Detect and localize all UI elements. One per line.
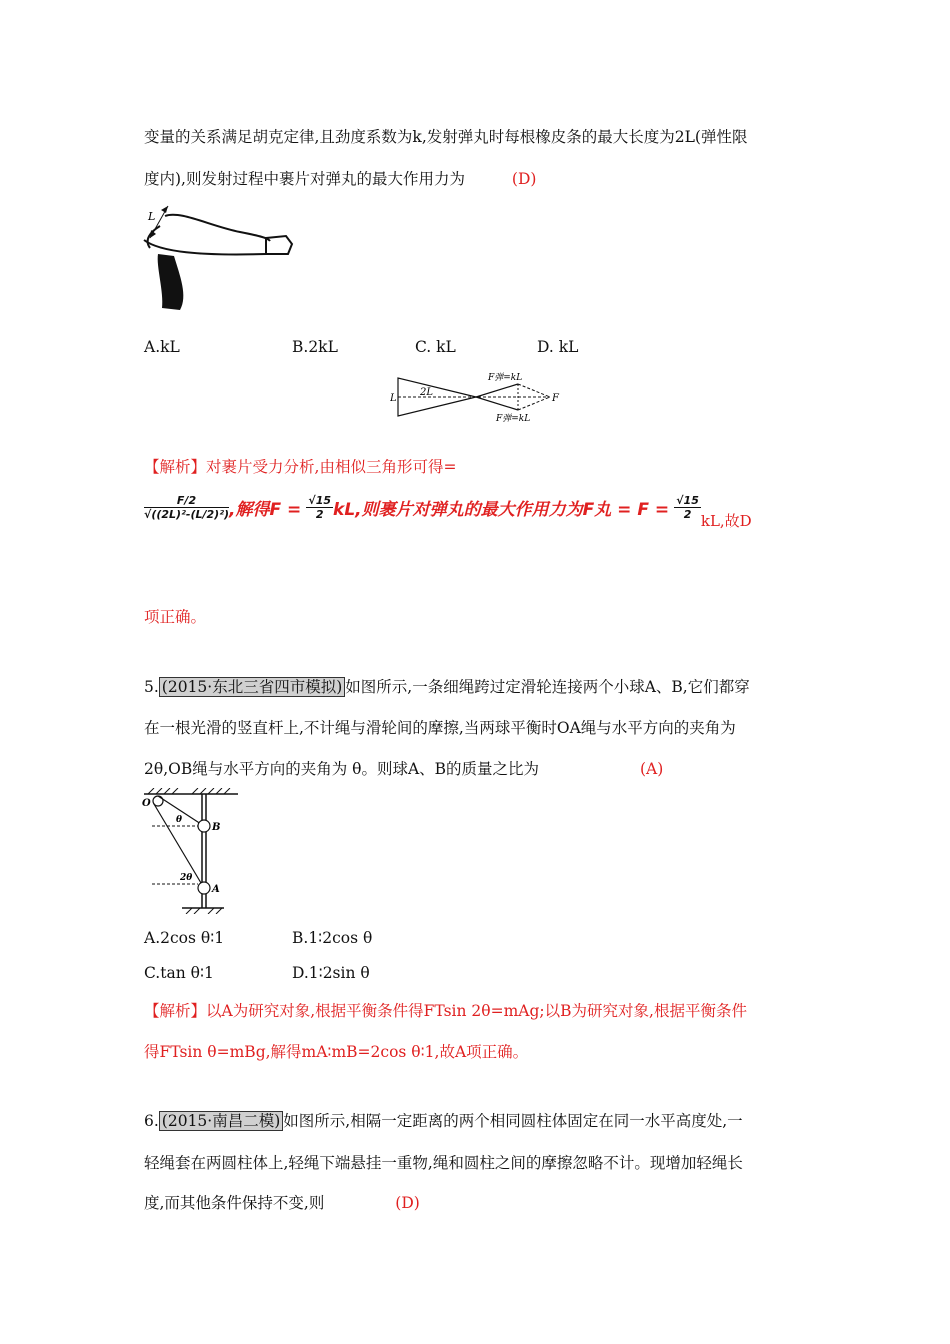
q6-line-3-text: 度,而其他条件保持不变,则 [144,1194,325,1212]
q6-line-1-text: 如图所示,相隔一定距离的两个相同圆柱体固定在同一水平高度处,一 [283,1112,743,1130]
eq-sqrt15-1: √15 [308,494,332,507]
pulley-label-theta: θ [176,815,183,825]
eq-fraction [144,494,229,521]
q5-number: 5. [144,678,159,696]
q5-line-3-text: 2θ,OB绳与水平方向的夹角为 θ。则球A、B的质量之比为 [144,760,540,778]
pulley-label-A: A [212,884,220,895]
eq-two-2: 2 [683,508,692,521]
q4-option-a: A.kL [144,338,180,356]
q6-number: 6. [144,1112,159,1130]
pulley-label-O: O [142,798,151,809]
q5-source-tag: (2015·东北三省四市模拟) [159,677,345,697]
pulley-label-B: B [212,822,221,833]
slingshot-figure [140,196,310,316]
q5-analysis-2: 得FTsin θ=mBg,解得mA∶mB=2cos θ∶1,故A项正确。 [144,1043,529,1061]
eq-tail: kL,故D [700,512,752,530]
eq-part1: ,解得F = [229,500,302,520]
force-label-L: L [390,393,397,404]
force-label-2L: 2L [420,387,434,398]
q4-analysis [144,456,456,478]
q5-option-d: D.1∶2sin θ [292,964,370,982]
force-label-F: F [552,393,559,404]
q4-equation [144,494,752,531]
q6-line-3 [144,1192,420,1214]
eq-sqrt-frac-2 [674,494,701,521]
q5-analysis-label: 【解析】 [144,1002,207,1020]
q6-line-2: 轻绳套在两圆柱体上,轻绳下端悬挂一重物,绳和圆柱之间的摩擦忽略不计。现增加轻绳长 [144,1154,743,1172]
q5-line-2: 在一根光滑的竖直杆上,不计绳与滑轮间的摩擦,当两球平衡时OA绳与水平方向的夹角为 [144,719,736,737]
force-label-up: F弹=kL [488,373,523,383]
q5-answer: (A) [640,760,664,778]
q4-line-1: 变量的关系满足胡克定律,且劲度系数为k,发射弹丸时每根橡皮条的最大长度为2L(弹性限 [144,128,748,146]
q6-source-tag: (2015·南昌二模) [159,1111,283,1131]
q5-option-a: A.2cos θ∶1 [144,929,225,947]
q5-line-3 [144,758,663,780]
eq-frac-den: √((2L)²-(L/2)²) [144,508,230,521]
q5-line-1-text: 如图所示,一条细绳跨过定滑轮连接两个小球A、B,它们都穿 [345,678,750,696]
pulley-label-2theta: 2θ [180,873,193,883]
q6-line-1 [144,1110,743,1132]
q4-line-2-text: 度内),则发射过程中裹片对弹丸的最大作用力为 [144,170,465,188]
q6-answer: (D) [395,1194,420,1212]
q4-option-c: C. kL [415,338,456,356]
q5-option-b: B.1∶2cos θ [292,929,373,947]
q4-option-d: D. kL [537,338,579,356]
q5-option-c: C.tan θ∶1 [144,964,214,982]
q5-line-1 [144,676,750,698]
q4-conclusion: 项正确。 [144,608,207,626]
slingshot-label-L: L [148,210,156,223]
q4-line-2 [144,168,536,190]
q4-answer: (D) [511,170,537,188]
q4-analysis-text: 对裹片受力分析,由相似三角形可得= [206,458,457,476]
eq-sqrt15-2: √15 [676,494,699,507]
eq-part2: kL,则裹片对弹丸的最大作用力为F丸 = F = [333,500,670,520]
q5-analysis-line-1: 以A为研究对象,根据平衡条件得FTsin 2θ=mAg;以B为研究对象,根据平衡条件 [206,1002,747,1020]
q4-option-b: B.2kL [292,338,338,356]
eq-frac-num: F/2 [144,494,229,508]
eq-two-1: 2 [315,508,324,521]
q5-analysis-1 [144,1000,747,1022]
pulley-figure [140,788,240,914]
force-figure [390,368,570,428]
force-label-down: F弹=kL [496,414,531,424]
q4-analysis-label: 【解析】 [144,458,207,476]
eq-sqrt-frac-1 [306,494,333,521]
